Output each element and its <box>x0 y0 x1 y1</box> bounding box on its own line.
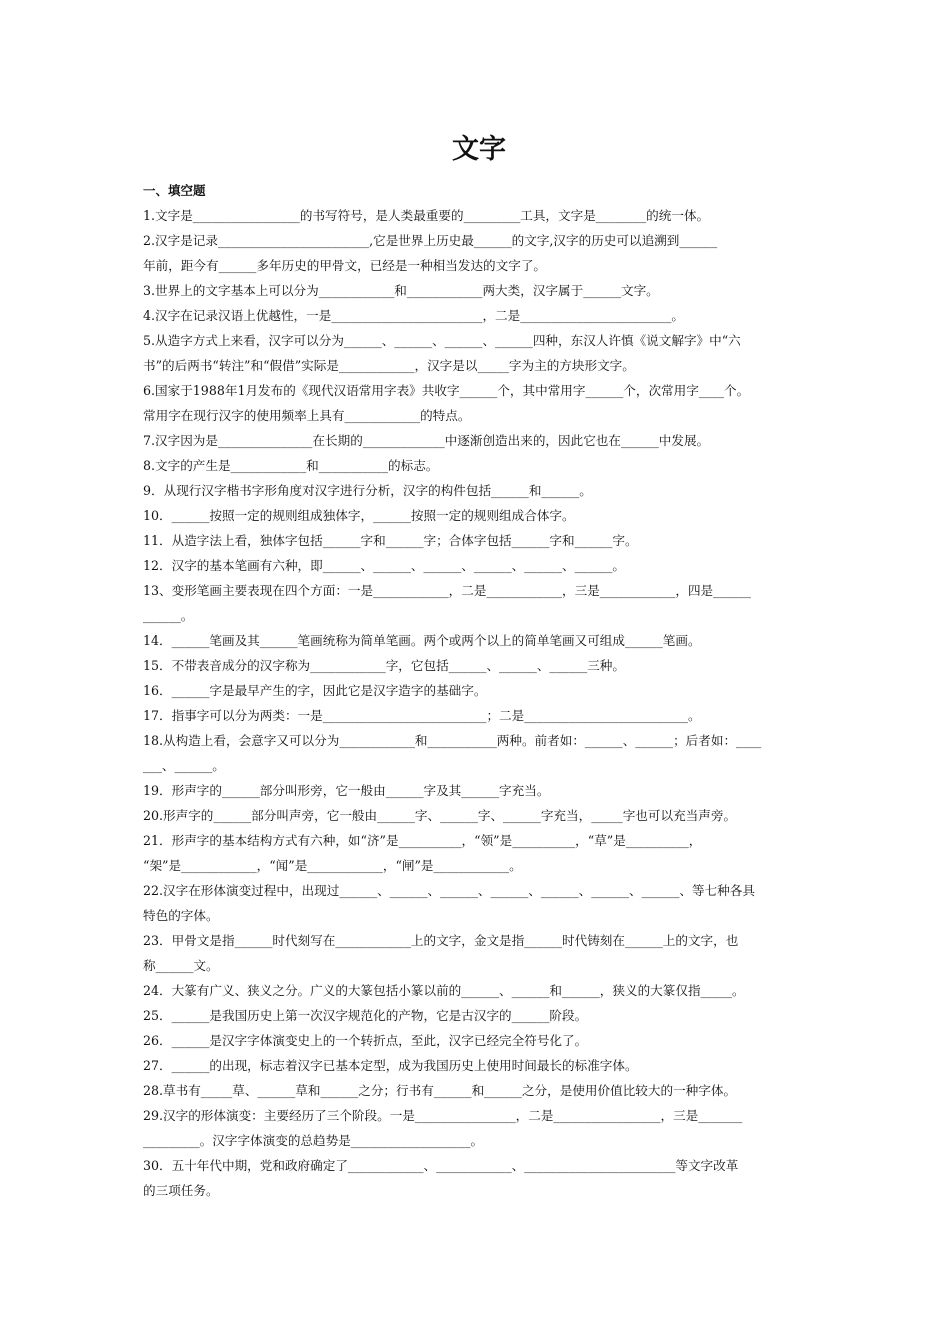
question-line: 8.文字的产生是____________和___________的标志。 <box>143 458 439 473</box>
question-line: 29.汉字的形体演变：主要经历了三个阶段。一是________________，二是_________________，三是_______ <box>143 1108 743 1123</box>
question-line: 14．______笔画及其______笔画统称为简单笔画。两个或两个以上的简单笔画又可组成______笔画。 <box>143 633 701 648</box>
question-line: 30．五十年代中期，党和政府确定了____________、____________、________________________等文字改革 <box>143 1158 739 1173</box>
question-line: 21．形声字的基本结构方式有六种，如“济”是__________，“领”是__________，“草”是__________， <box>143 833 702 848</box>
question-line: 7.汉字因为是_______________在长期的_____________中逐渐创造出来的，因此它也在______中发展。 <box>143 433 710 448</box>
question-line: ______。 <box>143 608 194 623</box>
question-list <box>143 203 815 1203</box>
question-line: 称______文。 <box>143 958 219 973</box>
document-page <box>143 128 815 1203</box>
question-line: 5.从造字方式上来看，汉字可以分为______、______、______、______四种，东汉人许慎《说文解字》中“六 <box>143 333 741 348</box>
question-line: 26．______是汉字字体演变史上的一个转折点，至此，汉字已经完全符号化了。 <box>143 1033 588 1048</box>
question-line: 18.从构造上看，会意字又可以分为____________和___________两种。前者如：______、______；后者如：____ <box>143 733 762 748</box>
question-line: “架”是____________，“闻”是____________，“闸”是____________。 <box>143 858 522 873</box>
question-line: 28.草书有_____草、______草和______之分；行书有______和______之分，是使用价值比较大的一种字体。 <box>143 1083 737 1098</box>
question-line: 12．汉字的基本笔画有六种，即______、______、______、______、______、______。 <box>143 558 625 573</box>
question-line: ___、______。 <box>143 758 225 773</box>
question-line: 11．从造字法上看，独体字包括______字和______字；合体字包括______字和______字。 <box>143 533 638 548</box>
question-line: 常用字在现行汉字的使用频率上具有____________的特点。 <box>143 408 471 423</box>
page-title: 文字 <box>452 134 506 165</box>
question-line: 4.汉字在记录汉语上优越性，一是________________________，二是________________________。 <box>143 308 684 323</box>
question-line: 1.文字是_________________的书写符号，是人类最重要的_________工具，文字是________的统一体。 <box>143 208 710 223</box>
question-line: 15．不带表音成分的汉字称为____________字，它包括______、______、______三种。 <box>143 658 625 673</box>
question-line: 23．甲骨文是指______时代刻写在____________上的文字，金文是指______时代铸刻在______上的文字，也 <box>143 933 739 948</box>
question-line: 2.汉字是记录________________________,它是世界上历史最______的文字,汉字的历史可以追溯到______ <box>143 233 718 248</box>
question-line: 13、变形笔画主要表现在四个方面：一是____________，二是____________，三是____________，四是______ <box>143 583 751 598</box>
section-heading: 一、填空题 <box>143 183 206 198</box>
question-line: 20.形声字的______部分叫声旁，它一般由______字、______字、______字充当，_____字也可以充当声旁。 <box>143 808 737 823</box>
question-line: 25．______是我国历史上第一次汉字规范化的产物，它是古汉字的______阶段。 <box>143 1008 588 1023</box>
question-line: 19．形声字的______部分叫形旁，它一般由______字及其______字充当。 <box>143 783 550 798</box>
question-line: _________。汉字字体演变的总趋势是___________________。 <box>143 1133 484 1148</box>
question-line: 年前，距今有______多年历史的甲骨文，已经是一种相当发达的文字了。 <box>143 258 546 273</box>
question-line: 27．______的出现，标志着汉字已基本定型，成为我国历史上使用时间最长的标准字体。 <box>143 1058 638 1073</box>
question-line: 书”的后两书“转注”和“假借”实际是____________，汉字是以_____字为主的方块形文字。 <box>143 358 635 373</box>
question-line: 24．大篆有广义、狭义之分。广义的大篆包括小篆以前的______、______和______，狭义的大篆仅指_____。 <box>143 983 745 998</box>
question-line: 特色的字体。 <box>143 908 219 923</box>
question-line: 10．______按照一定的规则组成独体字，______按照一定的规则组成合体字。 <box>143 508 575 523</box>
question-line: 3.世界上的文字基本上可以分为____________和____________两大类，汉字属于______文字。 <box>143 283 659 298</box>
question-line: 22.汉字在形体演变过程中，出现过______、______、______、______、______、______、______、等七种各具 <box>143 883 755 898</box>
question-line: 6.国家于1988年1月发布的《现代汉语常用字表》共收字______个，其中常用字______个，次常用字____个。 <box>143 383 750 398</box>
question-line: 的三项任务。 <box>143 1183 219 1198</box>
question-line: 9．从现行汉字楷书字形角度对汉字进行分析，汉字的构件包括______和______。 <box>143 483 592 498</box>
question-line: 16．______字是最早产生的字，因此它是汉字造字的基础字。 <box>143 683 487 698</box>
question-line: 17．指事字可以分为两类：一是__________________________；二是__________________________。 <box>143 708 701 723</box>
